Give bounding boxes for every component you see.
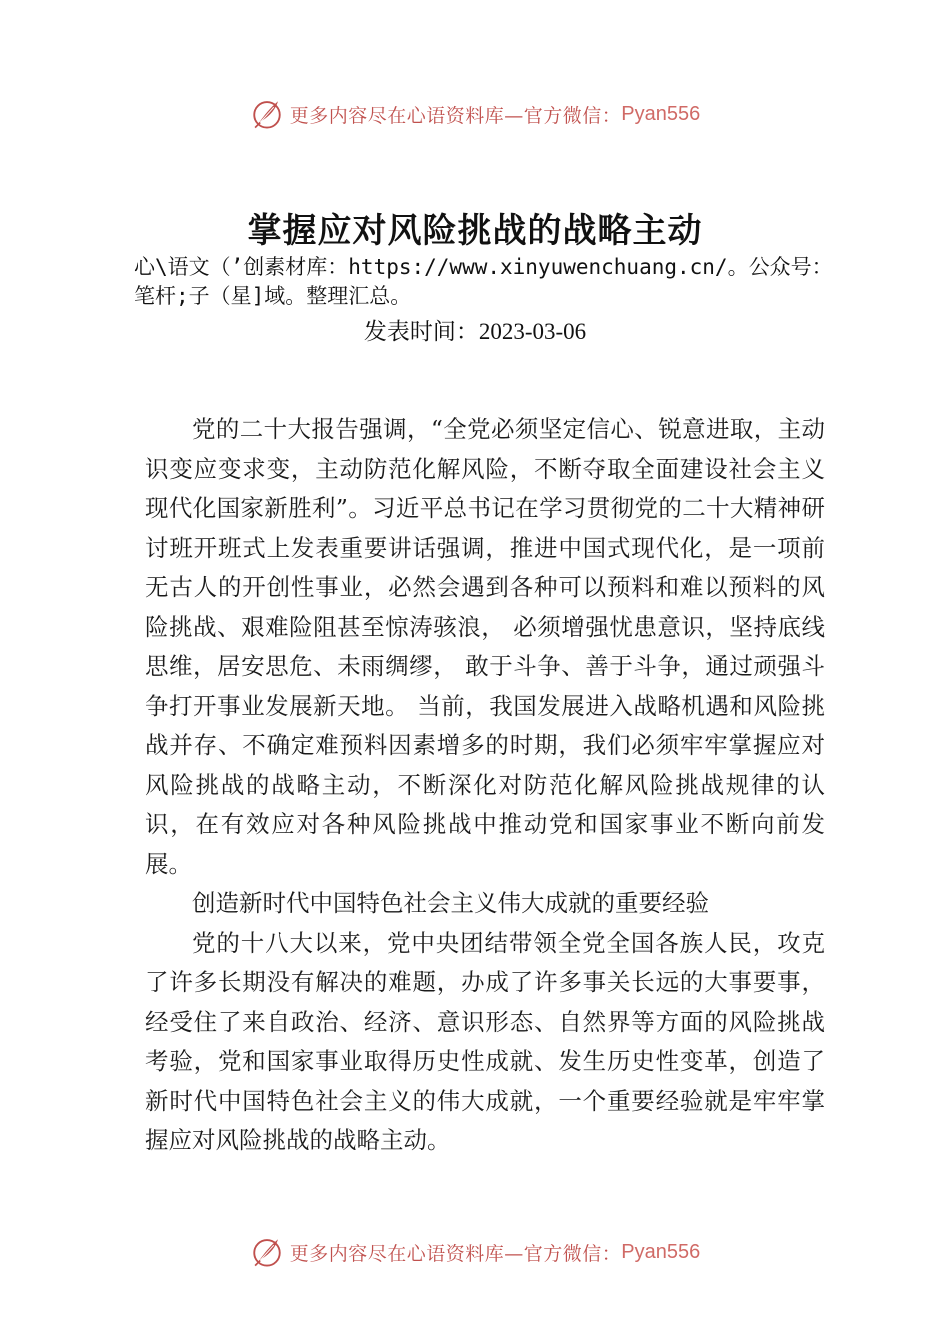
footer-banner-account: Pyan556 [621, 1240, 701, 1263]
quill-feather-logo-icon [250, 1235, 284, 1269]
publish-date-label: 发表时间： [363, 319, 479, 345]
paragraph: 党的二十大报告强调，“全党必须坚定信心、锐意进取，主动识变应变求变，主动防范化解风险，不断夺取全面建设社会主义现代化国家新胜利”。习近平总书记在学习贯彻党的二十大精神研讨班开班式上发表重要讲话强调，推进中国式现代化，是一项前无古人的开创性事业，必然会遇到各种可以预料和难以预料的风险挑战、艰难险阻甚至惊涛骇浪， 必须增强忧患意识，坚持底线思维，居安思危、未雨绸缪， 敢于斗争、善于斗争，通过顽强斗争打开事业发展新天地。 当前，我国发展进入战略机遇和风险挑战并存、不确定难预料因素增多的时期，我们必须牢牢掌握应对风险挑战的战略主动，不断深化对防范化解风险挑战规律的认识，在有效应对各种风险挑战中推动党和国家事业不断向前发展。 [145, 415, 825, 878]
paragraph: 党的十八大以来，党中央团结带领全党全国各族人民，攻克了许多长期没有解决的难题，办成了许多事关长远的大事要事，经受住了来自政治、经济、意识形态、自然界等方面的风险挑战考验，党和国家事业取得历史性成就、发生历史性变革，创造了新时代中国特色社会主义的伟大成就，一个重要经验就是牢牢掌握应对风险挑战的战略主动。 [145, 928, 825, 1154]
header-banner-account: Pyan556 [621, 102, 701, 125]
header-banner-text: 更多内容尽在心语资料库—官方微信： [289, 104, 622, 127]
section-heading: 创造新时代中国特色社会主义伟大成就的重要经验 [192, 889, 709, 917]
publish-date [0, 313, 950, 346]
footer-banner-text: 更多内容尽在心语资料库—官方微信： [289, 1242, 622, 1265]
article-body [145, 410, 825, 1161]
source-credit: 心\语文（’创素材库：https://www.xinyuwenchuang.cn/。公众号：笔杆;子（星]域。整理汇总。 [134, 255, 833, 308]
quill-feather-logo-icon [250, 97, 284, 131]
header-watermark-banner [0, 94, 950, 134]
publish-date-value: 2023-03-06 [478, 319, 587, 344]
document-title: 掌握应对风险挑战的战略主动 [247, 211, 703, 251]
footer-watermark-banner [0, 1232, 950, 1272]
